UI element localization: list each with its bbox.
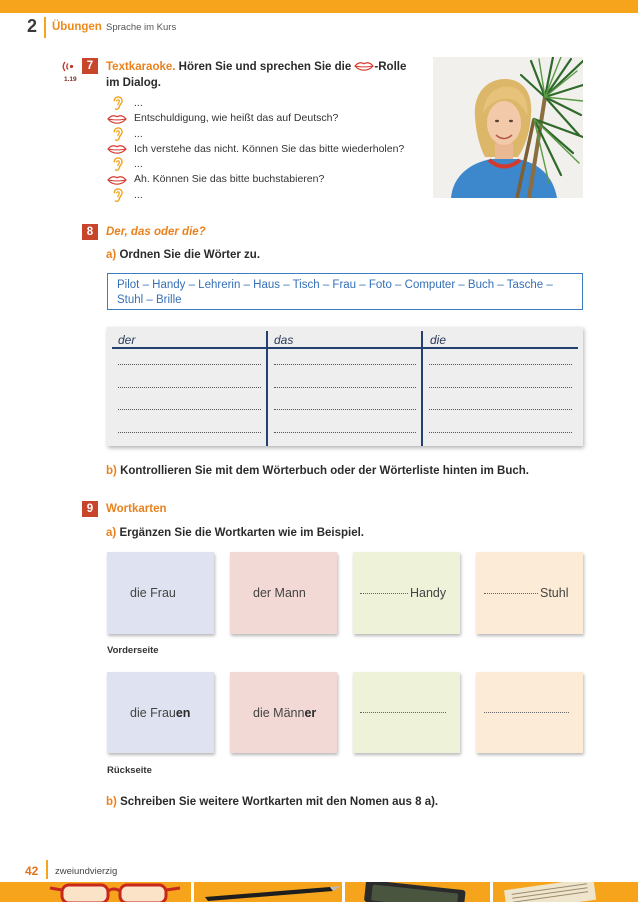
ear-icon	[106, 188, 128, 203]
column-divider	[421, 331, 423, 446]
lips-icon	[106, 172, 128, 187]
column-header-das: das	[274, 333, 294, 347]
card-text: der Mann	[253, 586, 306, 600]
word-card-back	[353, 672, 460, 753]
footer-divider	[46, 860, 48, 879]
fill-in-line	[274, 432, 416, 433]
ear-icon	[106, 96, 128, 111]
card-text: die Männ	[253, 705, 305, 720]
word-list-box	[107, 273, 583, 310]
fill-in-line	[118, 364, 261, 365]
ear-icon	[106, 127, 128, 142]
page-number-word: zweiundvierzig	[55, 866, 118, 877]
exercise-9-title: Wortkarten	[106, 503, 167, 515]
fill-in-line	[429, 364, 572, 365]
part-label: a)	[106, 249, 117, 261]
word-card-back	[476, 672, 583, 753]
word-card-front	[353, 552, 460, 634]
word-card-front	[230, 552, 337, 634]
exercise-7-instruction-text: Hören Sie und sprechen Sie die	[178, 61, 352, 73]
part-instruction: Ordnen Sie die Wörter zu.	[119, 249, 261, 261]
header-underline	[112, 347, 578, 349]
exercise-9-part-a	[106, 526, 364, 540]
fill-in-line	[274, 364, 416, 365]
front-side-label: Vorderseite	[107, 645, 159, 656]
dialog-text: Ich verstehe das nicht. Können Sie das bitte wiederholen?	[134, 142, 405, 155]
exercise-7-instruction-rolle: -Rolle	[374, 61, 407, 73]
card-text: die Frau	[130, 586, 176, 600]
card-text: die Frau	[130, 705, 176, 720]
exercise-8-part-b	[106, 464, 529, 478]
dialog-text: ...	[134, 158, 143, 171]
dialog-line	[106, 172, 426, 187]
dialog-line	[106, 188, 426, 203]
fill-in-blank	[484, 712, 569, 713]
fill-in-line	[274, 409, 416, 410]
dialog-line	[106, 157, 426, 172]
lips-icon	[106, 111, 128, 126]
audio-track-number: 1.19	[64, 76, 77, 83]
audio-icon	[61, 61, 79, 72]
word-list-line: Stuhl – Brille	[117, 294, 182, 306]
exercise-7-instruction-line2: im Dialog.	[106, 77, 161, 89]
dialog-line	[106, 142, 426, 157]
exercise-number-9: 9	[82, 501, 98, 517]
chapter-number: 2	[27, 16, 38, 36]
word-card-front	[476, 552, 583, 634]
article-sort-table	[107, 327, 583, 446]
fill-in-line	[118, 409, 261, 410]
dialog-text: Entschuldigung, wie heißt das auf Deutsch?	[134, 112, 339, 125]
dialog-line	[106, 127, 426, 142]
dialog-text: ...	[134, 188, 143, 201]
dialog	[106, 96, 426, 203]
card-text: Handy	[410, 586, 447, 600]
fill-in-blank	[360, 712, 446, 713]
column-header-die: die	[430, 333, 447, 347]
ear-icon	[106, 157, 128, 172]
fill-in-line	[118, 432, 261, 433]
word-card-front	[107, 552, 214, 634]
chapter-subtitle: Sprache im Kurs	[106, 22, 177, 33]
exercise-9-part-b	[106, 795, 438, 809]
woman-with-palm-photo	[433, 57, 583, 198]
dialog-text: ...	[134, 97, 143, 109]
part-label: b)	[106, 465, 117, 477]
fill-in-line	[429, 409, 572, 410]
plural-ending: er	[304, 705, 317, 720]
page-number: 42	[25, 864, 39, 878]
fill-in-line	[429, 432, 572, 433]
exercise-7-title: Textkaraoke.	[106, 61, 176, 73]
part-instruction: Ergänzen Sie die Wortkarten wie im Beispiel.	[119, 527, 364, 539]
section-title: Übungen	[52, 21, 102, 33]
lips-icon	[106, 142, 128, 157]
dialog-line	[106, 111, 426, 126]
header-divider	[44, 17, 46, 38]
exercise-number-8: 8	[82, 224, 98, 240]
word-list-line: Pilot – Handy – Lehrerin – Haus – Tisch – Frau – Foto – Computer – Buch – Tasche –	[117, 279, 553, 291]
word-card-back	[107, 672, 214, 753]
exercise-number-7: 7	[82, 58, 98, 74]
exercise-8-part-a	[106, 248, 260, 262]
dialog-line	[106, 96, 426, 111]
part-label: a)	[106, 527, 117, 539]
plural-ending: en	[175, 705, 191, 720]
exercise-7-instruction	[106, 60, 406, 74]
column-divider	[266, 331, 268, 446]
part-label: b)	[106, 796, 117, 808]
card-text: Stuhl	[540, 586, 569, 600]
top-color-band	[0, 0, 638, 13]
part-instruction: Kontrollieren Sie mit dem Wörterbuch oder der Wörterliste hinten im Buch.	[120, 465, 529, 477]
exercise-8-title: Der, das oder die?	[106, 226, 206, 238]
column-header-der: der	[118, 333, 136, 347]
dialog-text: Ah. Können Sie das bitte buchstabieren?	[134, 173, 325, 186]
fill-in-line	[274, 387, 416, 388]
part-instruction: Schreiben Sie weitere Wortkarten mit den Nomen aus 8 a).	[120, 796, 439, 808]
fill-in-line	[429, 387, 572, 388]
bottom-image-strip	[0, 882, 638, 902]
word-card-back	[230, 672, 337, 753]
dialog-text: ...	[134, 127, 143, 140]
fill-in-blank	[484, 593, 538, 594]
fill-in-line	[118, 387, 261, 388]
fill-in-blank	[360, 593, 408, 594]
back-side-label: Rückseite	[107, 765, 152, 776]
lips-icon	[354, 61, 374, 71]
